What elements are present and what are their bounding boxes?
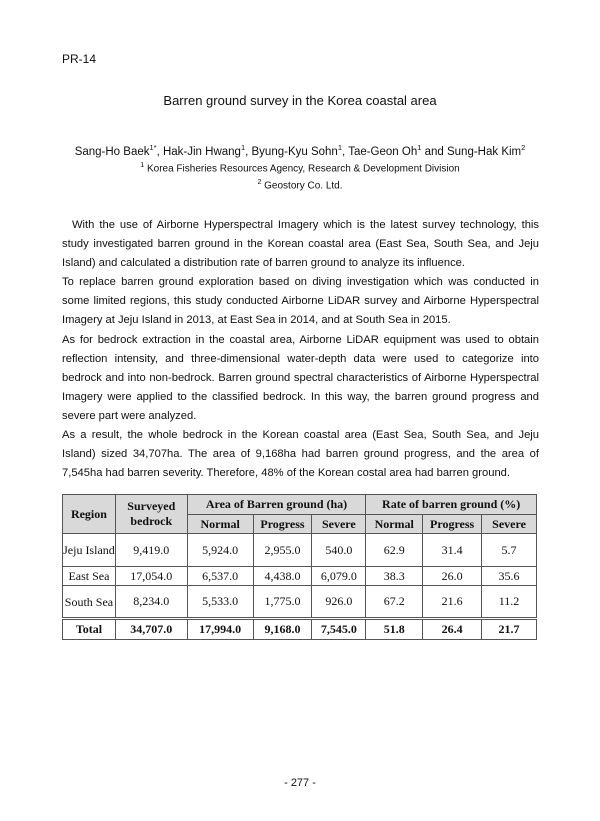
table-row	[63, 534, 537, 567]
table-total-row	[63, 619, 537, 640]
author-separator: and	[421, 145, 447, 158]
table-cell: 5,533.0	[187, 586, 253, 619]
table-cell: 9,419.0	[115, 534, 187, 567]
author-affiliation-mark: 1*	[149, 143, 157, 152]
abstract	[62, 216, 539, 483]
author-name: Sung-Hak Kim	[446, 145, 522, 158]
author-affiliation-mark: 1	[337, 143, 342, 152]
abstract-paragraph: To replace barren ground exploration based on diving investigation which was conducted in some limited regions, this study conducted Airborne LiDAR survey and Airborne Hyperspectral Imagery at Jeju Island in 2013, at East Sea in 2014, and at South Sea in 2015.	[62, 276, 539, 327]
table-cell: 31.4	[423, 534, 482, 567]
table-cell: 926.0	[312, 586, 366, 619]
table-cell: 67.2	[366, 586, 423, 619]
table-cell: 26.0	[423, 567, 482, 586]
header-surveyed-bedrock: Surveyed bedrock	[115, 495, 187, 534]
header-area-normal: Normal	[187, 515, 253, 534]
table-cell: 51.8	[366, 619, 423, 640]
author-separator: ,	[342, 145, 349, 158]
row-region: South Sea	[63, 586, 116, 619]
author-name: Sang-Ho Baek	[74, 145, 150, 158]
table-cell: 540.0	[312, 534, 366, 567]
table-cell: 26.4	[423, 619, 482, 640]
paper-title: Barren ground survey in the Korea coastal area	[163, 93, 437, 108]
affiliation-text: Geostory Co. Ltd.	[264, 180, 343, 192]
author-name: Hak-Jin Hwang	[162, 145, 241, 158]
affiliation-1	[0, 162, 600, 174]
paper-code: PR-14	[62, 52, 97, 66]
affiliation-number: 2	[257, 179, 262, 186]
header-area-severe: Severe	[312, 515, 366, 534]
table-row	[63, 586, 537, 619]
author-affiliation-mark: 2	[521, 143, 526, 152]
table-cell: 6,079.0	[312, 567, 366, 586]
author-affiliation-mark: 1	[417, 143, 422, 152]
author-separator: ,	[245, 145, 252, 158]
affiliation-2	[0, 179, 600, 191]
abstract-paragraph: As for bedrock extraction in the coastal area, Airborne LiDAR equipment was used to obtain reflection intensity, and three-dimensional water-depth data were used to categorize into bedrock and into non-bedrock. Barren ground spectral characteristics of Airborne Hyperspectral Imagery were applied to the classified bedrock. In this way, the barren ground progress and severe part were analyzed.	[62, 333, 539, 422]
affiliation-number: 1	[140, 162, 145, 169]
author-affiliation-mark: 1	[240, 143, 246, 152]
header-rate-normal: Normal	[366, 515, 423, 534]
table-cell: 5.7	[482, 534, 537, 567]
table-cell: 21.6	[423, 586, 482, 619]
row-region: East Sea	[63, 567, 116, 586]
table-cell: 17,054.0	[115, 567, 187, 586]
table-cell: 21.7	[482, 619, 537, 640]
table-row	[63, 567, 537, 586]
author-name: Byung-Kyu Sohn	[251, 145, 338, 158]
author-separator: ,	[156, 145, 163, 158]
table-cell: 2,955.0	[253, 534, 312, 567]
table-cell: 4,438.0	[253, 567, 312, 586]
header-region: Region	[63, 495, 116, 534]
header-area-progress: Progress	[253, 515, 312, 534]
table-cell: 5,924.0	[187, 534, 253, 567]
table-cell: 17,994.0	[187, 619, 253, 640]
table-cell: 62.9	[366, 534, 423, 567]
table-cell: 35.6	[482, 567, 537, 586]
abstract-paragraph: With the use of Airborne Hyperspectral Imagery which is the latest survey technology, this study investigated barren ground in the Korean coastal area (East Sea, South Sea, and Jeju Island) and calculated a distribution rate of barren ground to analyze its influence.	[62, 219, 539, 270]
table-cell: 8,234.0	[115, 586, 187, 619]
table-cell: 7,545.0	[312, 619, 366, 640]
affiliation-text: Korea Fisheries Resources Agency, Research & Development Division	[146, 163, 460, 175]
header-area-group: Area of Barren ground (ha)	[187, 495, 366, 515]
table-cell: 1,775.0	[253, 586, 312, 619]
table-cell: 6,537.0	[187, 567, 253, 586]
author-list	[0, 143, 600, 158]
row-region: Jeju Island	[63, 534, 116, 567]
header-rate-severe: Severe	[482, 515, 537, 534]
header-rate-group: Rate of barren ground (%)	[366, 495, 537, 515]
abstract-paragraph: As a result, the whole bedrock in the Korean coastal area (East Sea, South Sea, and Jeju Island) sized 34,707ha. The area of 9,168ha had barren ground progress, and the area of 7,545ha had barren severity. Therefore, 48% of the Korean costal area had barren ground.	[62, 429, 539, 480]
barren-ground-table	[62, 494, 537, 640]
total-label: Total	[63, 619, 116, 640]
author-name: Tae-Geon Oh	[348, 145, 418, 158]
header-rate-progress: Progress	[423, 515, 482, 534]
table-cell: 34,707.0	[115, 619, 187, 640]
table-cell: 38.3	[366, 567, 423, 586]
page-number: - 277 -	[284, 777, 316, 789]
table-cell: 9,168.0	[253, 619, 312, 640]
table-cell: 11.2	[482, 586, 537, 619]
